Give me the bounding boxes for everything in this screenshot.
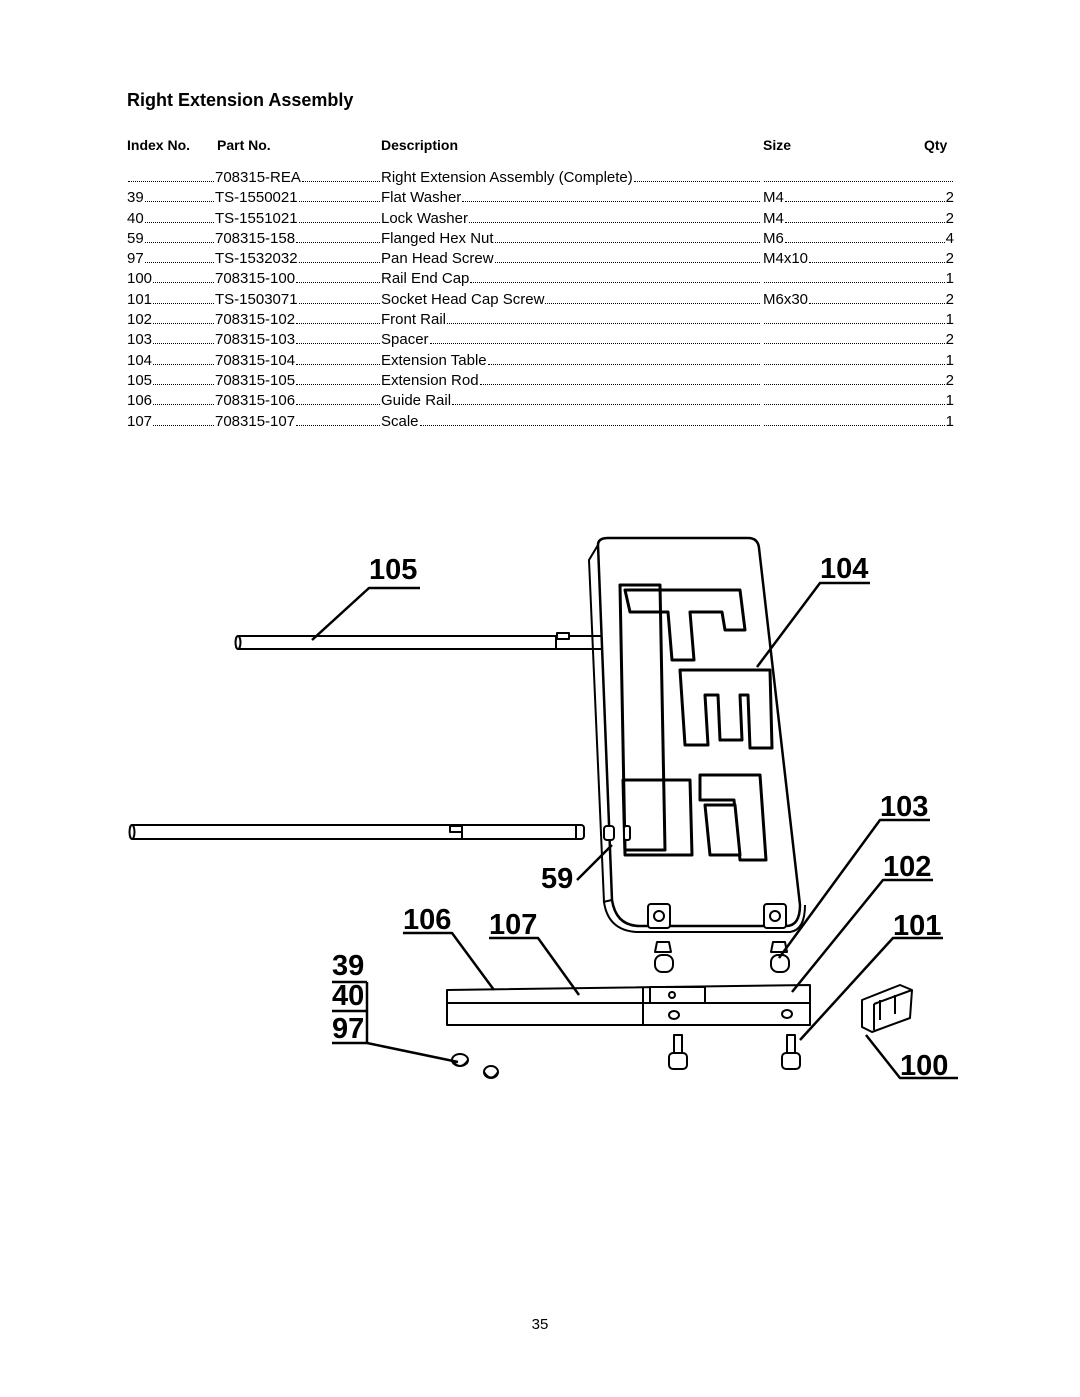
index-no: 100: [127, 270, 153, 288]
extension-rod-upper: [236, 633, 605, 649]
callout-40: 40: [332, 980, 365, 1012]
part-no: TS-1550021: [215, 189, 298, 207]
page-number: 35: [531, 1316, 549, 1333]
section-title: Right Extension Assembly: [127, 90, 354, 110]
callout-105: 105: [369, 554, 418, 586]
index-no: 59: [127, 229, 144, 247]
part-description: Socket Head Cap Screw: [381, 290, 545, 308]
part-no: TS-1503071: [215, 290, 298, 308]
callout-102: 102: [883, 851, 932, 883]
part-description: Lock Washer: [381, 209, 468, 227]
part-description: Rail End Cap: [381, 270, 470, 288]
index-no: 39: [127, 189, 144, 207]
guide-rail: [447, 985, 810, 1025]
callout-101: 101: [893, 910, 942, 942]
index-no: 40: [127, 209, 144, 227]
pan-head-screws: [452, 1054, 498, 1078]
part-qty: 4: [945, 229, 954, 247]
index-no: 106: [127, 392, 153, 410]
part-size: M4: [763, 189, 784, 207]
extension-table: [589, 538, 805, 932]
extension-rod-lower: [130, 825, 585, 839]
callout-97: 97: [332, 1013, 365, 1045]
part-qty: 1: [945, 392, 954, 410]
index-no: 105: [127, 371, 153, 389]
spacers: [655, 942, 789, 972]
part-description: Spacer: [381, 331, 429, 349]
col-header-qty: Qty: [924, 137, 948, 153]
part-size: M6: [763, 229, 784, 247]
part-no: 708315-104: [215, 351, 296, 369]
part-description: Flanged Hex Nut: [381, 229, 494, 247]
part-size: M4x10: [763, 250, 809, 268]
part-description: Guide Rail: [381, 392, 452, 410]
callout-107: 107: [489, 909, 538, 941]
part-size: M4: [763, 209, 784, 227]
part-qty: 2: [945, 189, 954, 207]
callout-103: 103: [880, 791, 929, 823]
index-no: 104: [127, 351, 153, 369]
index-no: 97: [127, 250, 144, 268]
callout-100: 100: [900, 1050, 949, 1082]
part-no: 708315-107: [215, 412, 296, 430]
part-qty: 1: [945, 311, 954, 329]
part-no: 708315-REA: [215, 169, 301, 186]
rail-end-cap: [862, 985, 912, 1032]
part-description: Extension Rod: [381, 371, 479, 389]
part-no: 708315-100: [215, 270, 296, 288]
part-no: 708315-103: [215, 331, 296, 349]
part-no: TS-1551021: [215, 209, 298, 227]
part-description: Extension Table: [381, 351, 487, 369]
part-description: Scale: [381, 412, 419, 430]
part-qty: 2: [945, 290, 954, 308]
col-header-part: Part No.: [217, 137, 271, 153]
index-no: 101: [127, 290, 153, 308]
part-no: 708315-158: [215, 229, 296, 247]
index-no: 107: [127, 412, 153, 430]
callout-106: 106: [403, 904, 452, 936]
col-header-description: Description: [381, 137, 459, 153]
part-qty: 2: [945, 371, 954, 389]
col-header-size: Size: [763, 137, 792, 153]
part-qty: 1: [945, 412, 954, 430]
callout-104: 104: [820, 553, 869, 585]
callout-59: 59: [541, 863, 574, 895]
part-description: Pan Head Screw: [381, 250, 494, 268]
part-qty: 2: [945, 250, 954, 268]
part-qty: 2: [945, 331, 954, 349]
callout-39: 39: [332, 950, 365, 982]
col-header-index: Index No.: [127, 137, 191, 153]
part-no: 708315-106: [215, 392, 296, 410]
part-no: 708315-102: [215, 311, 296, 329]
part-qty: 2: [945, 209, 954, 227]
part-no: TS-1532032: [215, 250, 298, 268]
part-qty: 1: [945, 351, 954, 369]
part-no: 708315-105: [215, 371, 296, 389]
part-size: M6x30: [763, 290, 809, 308]
index-no: 102: [127, 311, 153, 329]
part-description: Flat Washer: [381, 189, 462, 207]
part-qty: 1: [945, 270, 954, 288]
part-description: Right Extension Assembly (Complete): [381, 169, 633, 186]
index-no: 103: [127, 331, 153, 349]
part-description: Front Rail: [381, 311, 447, 329]
socket-head-cap-screws: [669, 1035, 800, 1069]
